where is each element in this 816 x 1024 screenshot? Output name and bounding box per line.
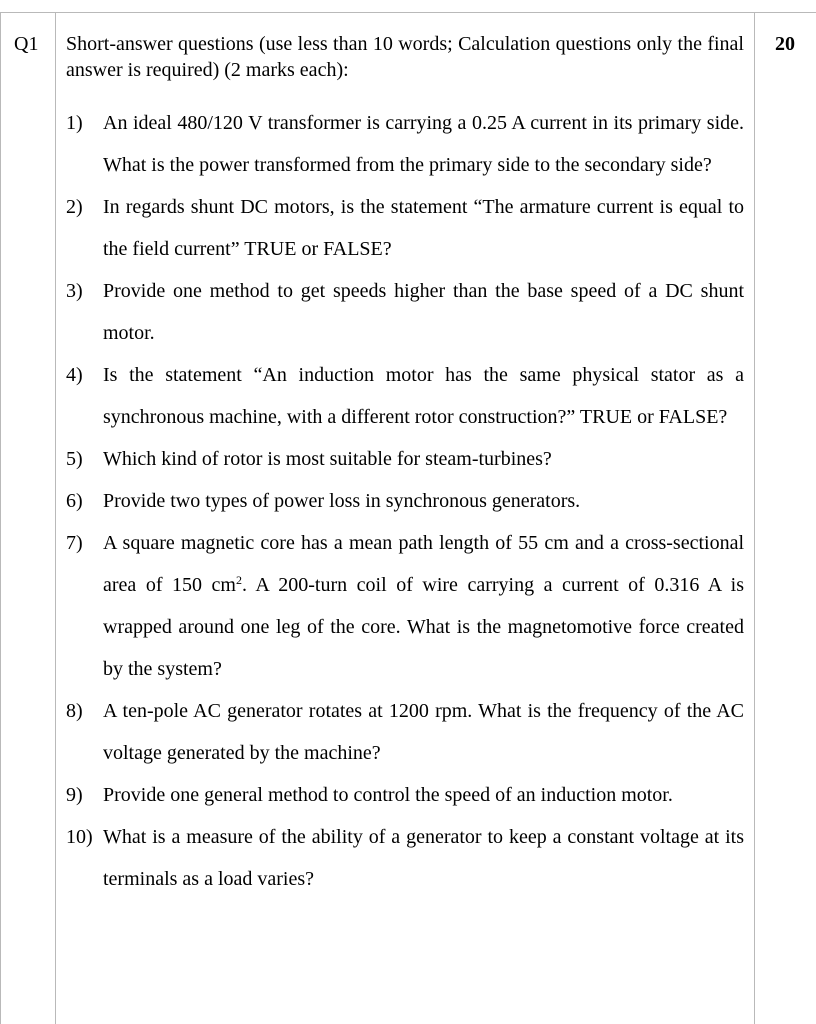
question-number: Q1 xyxy=(14,33,39,55)
sub-question-number: 2) xyxy=(66,196,83,218)
sub-question xyxy=(66,774,744,816)
sub-question-number: 4) xyxy=(66,364,83,386)
sub-question-number: 7) xyxy=(66,532,83,554)
sub-question-list xyxy=(66,102,744,900)
sub-question xyxy=(66,270,744,354)
sub-question-text: Is the statement “An induction motor has the same physical stator as a synchronous machine, with a different rotor construction?” TRUE or FALSE? xyxy=(103,364,744,428)
sub-question xyxy=(66,816,744,900)
question-content xyxy=(66,31,744,900)
sub-question-number: 5) xyxy=(66,448,83,470)
sub-question-text-part-a: A square magnetic core has a mean path length of 55 cm and a cross-sectional area of 150 cm xyxy=(103,532,744,596)
table-top-border xyxy=(0,12,816,13)
sub-question-text: A ten-pole AC generator rotates at 1200 rpm. What is the frequency of the AC voltage generated by the machine? xyxy=(103,700,744,764)
sub-question-text xyxy=(103,522,744,690)
sub-question-number: 6) xyxy=(66,490,83,512)
sub-question-text: Provide one general method to control the speed of an induction motor. xyxy=(103,784,673,806)
sub-question-text: In regards shunt DC motors, is the statement “The armature current is equal to the field current” TRUE or FALSE? xyxy=(103,196,744,260)
column-divider-question xyxy=(55,12,56,1024)
sub-question-text-part-b: . A 200-turn coil of wire carrying a current of 0.316 A is wrapped around one leg of the core. What is the magnetomotive force created by the system? xyxy=(103,574,744,680)
superscript-exponent: 2 xyxy=(235,573,242,587)
sub-question-text: An ideal 480/120 V transformer is carrying a 0.25 A current in its primary side. What is the power transformed from the primary side to the secondary side? xyxy=(103,112,744,176)
question-instructions: Short-answer questions (use less than 10 words; Calculation questions only the final answer is required) (2 marks each): xyxy=(66,33,744,81)
sub-question-text: Provide two types of power loss in synchronous generators. xyxy=(103,490,581,512)
sub-question xyxy=(66,690,744,774)
sub-question-text: Which kind of rotor is most suitable for steam-turbines? xyxy=(103,448,552,470)
sub-question xyxy=(66,186,744,270)
column-divider-marks xyxy=(754,12,755,1024)
sub-question-text: Provide one method to get speeds higher than the base speed of a DC shunt motor. xyxy=(103,280,744,344)
sub-question-number: 8) xyxy=(66,700,83,722)
sub-question-number: 9) xyxy=(66,784,83,806)
question-marks: 20 xyxy=(775,33,795,55)
sub-question xyxy=(66,102,744,186)
table-left-border xyxy=(0,12,1,1024)
sub-question-number: 1) xyxy=(66,112,83,134)
sub-question xyxy=(66,438,744,480)
sub-question xyxy=(66,480,744,522)
sub-question xyxy=(66,354,744,438)
sub-question xyxy=(66,522,744,690)
sub-question-number: 10) xyxy=(66,826,93,848)
sub-question-number: 3) xyxy=(66,280,83,302)
sub-question-text: What is a measure of the ability of a generator to keep a constant voltage at its terminals as a load varies? xyxy=(103,826,744,890)
